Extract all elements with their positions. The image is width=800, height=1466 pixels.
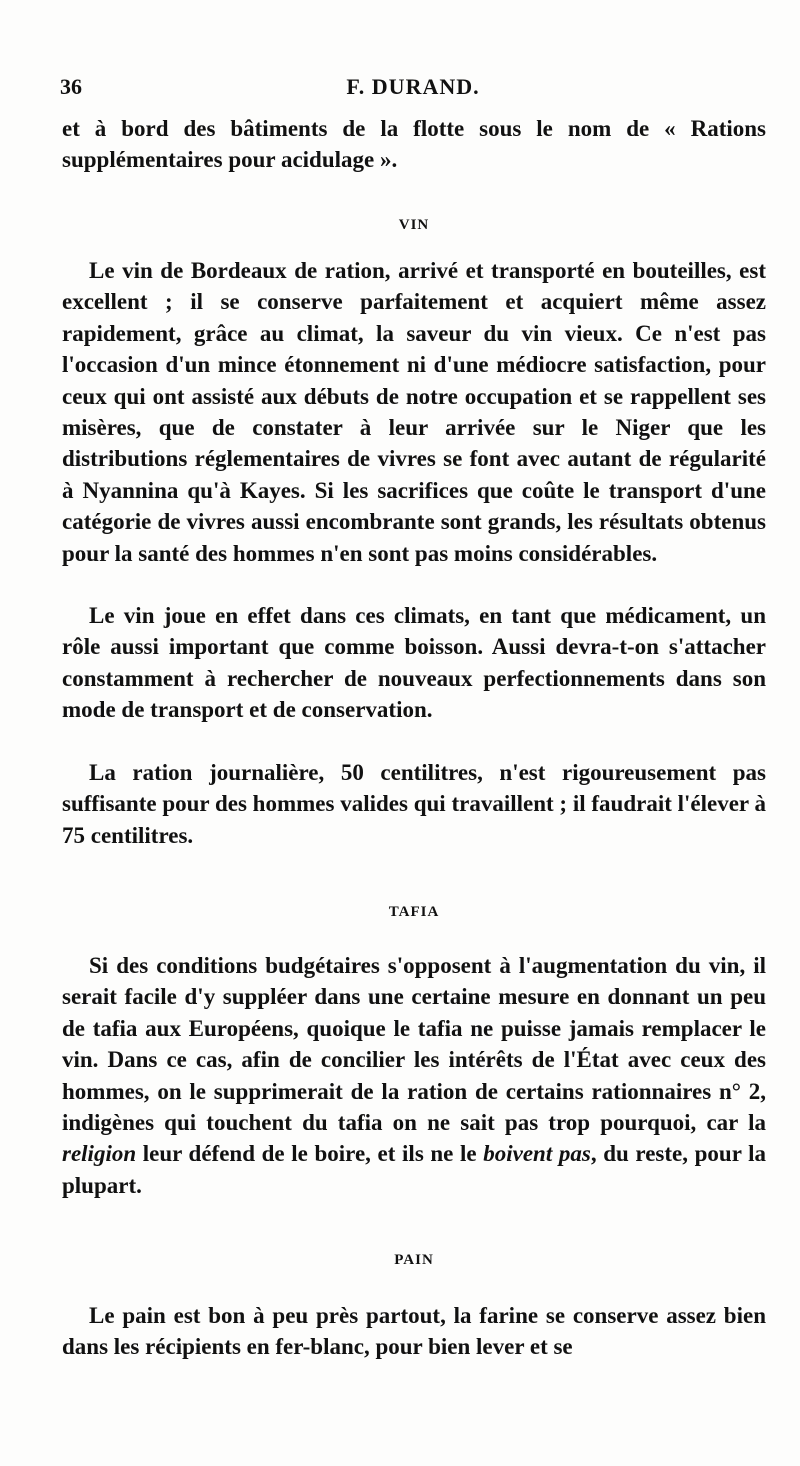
section-heading-tafia: TAFIA <box>388 904 440 920</box>
vin-paragraph-2: Le vin joue en effet dans ces climats, en tant que médicament, un rôle aussi important que comme boisson. Aussi devra-t-on s'attacher constamment à rechercher de nouveaux perfectionnements dans son mode de transport et de conservation. <box>62 603 766 723</box>
tafia-text-part-2: leur défend de le boire, et ils ne le <box>136 1141 484 1167</box>
intro-paragraph: et à bord des bâtiments de la flotte sous le nom de « Rations supplémentaires pour acidulage ». <box>62 116 766 173</box>
section-heading-vin: VIN <box>398 217 430 233</box>
vin-paragraph-3: La ration journalière, 50 centilitres, n'est rigoureusement pas suffisante pour des hommes valides qui travaillent ; il faudrait l'élever à 75 centilitres. <box>62 760 766 848</box>
vin-paragraph-1: Le vin de Bordeaux de ration, arrivé et transporté en bouteilles, est excellent ; il se conserve parfaitement et acquiert même assez rapidement, grâce au climat, la saveur du vin vieux. Ce n'est pas l'occasion d'un mince étonnement ni d'une médiocre satisfaction, pour ceux qui ont assisté aux débuts de notre occupation et se rappellent ses misères, que de constater à leur arrivée sur le Niger que les distributions réglementaires de vivres se font avec autant de régularité à Nyannina qu'à Kayes. Si les sacrifices que coûte le transport d'une catégorie de vivres aussi encombrante sont grands, les résultats obtenus pour la santé des hommes n'en sont pas moins considérables. <box>62 258 766 566</box>
tafia-text-part-3: , du reste, pour la plupart. <box>62 1141 766 1198</box>
tafia-text-part-1: Si des conditions budgétaires s'opposent à l'augmentation du vin, il serait facile d'y suppléer dans une certaine mesure en donnant un peu de tafia aux Européens, quoique le tafia ne puisse jamais remplacer le vin. Dans ce cas, afin de concilier les intérêts de l'État avec ceux des hommes, on le supprimerait de la ration de certains rationnaires n° 2, indigènes qui touchent du tafia on ne sait pas trop pourquoi, car la <box>62 953 766 1136</box>
tafia-emphasis-boivent: boivent pas <box>483 1141 591 1167</box>
tafia-paragraph-1 <box>62 950 766 1201</box>
page-header <box>60 74 766 104</box>
pain-paragraph-1: Le pain est bon à peu près partout, la farine se conserve assez bien dans les récipients en fer-blanc, pour bien lever et se <box>62 1303 766 1360</box>
section-heading-pain: PAIN <box>394 1252 434 1268</box>
page-number: 36 <box>60 74 82 99</box>
tafia-emphasis-religion: religion <box>62 1141 137 1167</box>
running-head: F. DURAND. <box>346 74 480 99</box>
